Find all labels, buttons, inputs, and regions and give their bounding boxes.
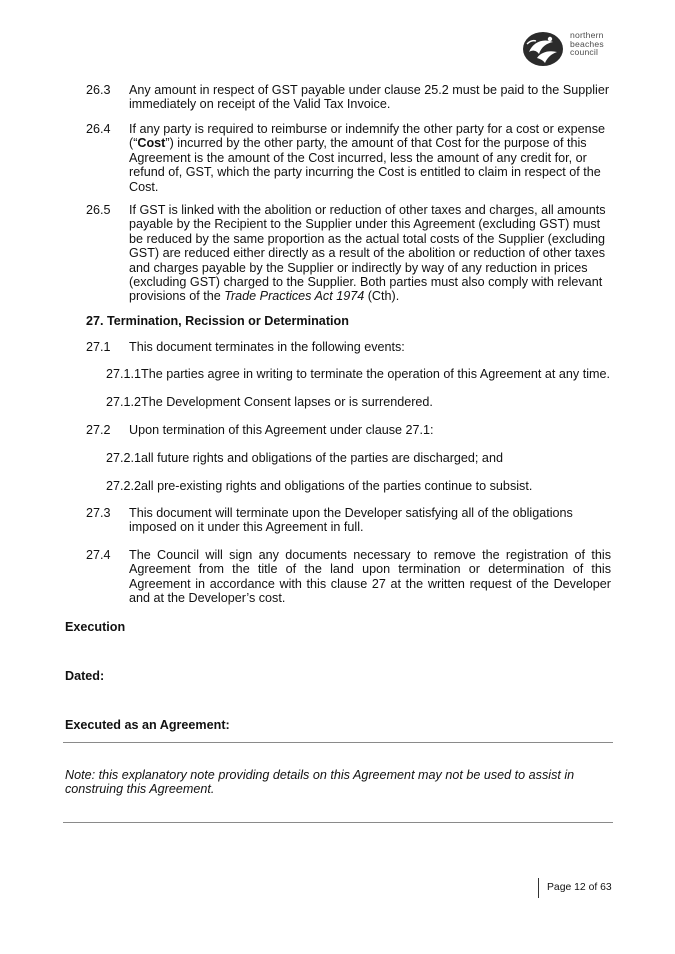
clause-27-2-1 [106,451,503,465]
clause-text: all pre-existing rights and obligations of the parties continue to subsist. [141,479,533,493]
clause-27-1 [86,340,611,354]
clause-text: The Council will sign any documents necessary to remove the registration of this Agreement from the title of the land upon termination or determination of this Agreement in accordance with this clause 27 at the written request of the Developer and at the Developer’s cost. [129,548,611,606]
dated-label: Dated: [65,669,105,683]
clause-27-1-1 [106,367,610,381]
clause-text: Any amount in respect of GST payable under clause 25.2 must be paid to the Supplier immediately on receipt of the Valid Tax Invoice. [129,83,610,112]
clause-26-3 [86,83,611,112]
clause-text: The Development Consent lapses or is surrendered. [141,395,433,409]
clause-number: 27.3 [86,506,111,520]
clause-number: 27.1.2 [106,395,142,409]
clause-27-3 [86,506,611,535]
clause-text: If GST is linked with the abolition or reduction of other taxes and charges, all amounts payable by the Recipient to the Supplier under this Agreement (excluding GST) must be reduced by the same proportion as the actual total costs of the Supplier (excluding GST) are reduced either directly as a result of the abolition or reduction of other taxes and charges payable by the Supplier or indirectly by way of any reduction in prices (excluding GST) charged to the Supplier. Both parties must also comply with relevant provisions of the Trade Practices Act 1974 (Cth). [129,203,606,304]
executed-label: Executed as an Agreement: [65,718,230,732]
clause-number: 27.2.2 [106,479,142,493]
clause-text: If any party is required to reimburse or indemnify the other party for a cost or expense (“Cost”) incurred by the other party, the amount of that Cost for the purpose of this Agreement is the amount of the Cost incurred, less the amount of any credit for, or refund of, GST, which the party incurring the Cost is entitled to claim in respect of the Cost. [129,122,605,194]
clause-number: 27.4 [86,548,111,562]
clause-27-1-2 [106,395,433,409]
logo-line: beaches [570,38,604,49]
clause-26-5 [86,203,611,304]
clause-number: 27.2 [86,423,111,437]
clause-26-4 [86,122,611,194]
execution-heading: Execution [65,620,126,634]
page-number: Page 12 of 63 [538,878,612,898]
divider [63,822,613,823]
act-title: Trade Practices Act 1974 [224,289,365,304]
clause-27-4 [86,548,611,606]
council-logo-mark-icon [521,30,565,68]
council-logo [521,30,613,68]
logo-wordmark [570,31,616,57]
clause-text: This document terminates in the following events: [129,340,405,354]
explanatory-note: Note: this explanatory note providing details on this Agreement may not be used to assist in construing this Agreement. [65,768,575,797]
divider [63,742,613,743]
clause-27-2-2 [106,479,532,493]
clause-27-2 [86,423,611,437]
clause-text: Upon termination of this Agreement under clause 27.1: [129,423,434,437]
clause-number: 27.2.1 [106,451,142,465]
clause-text: The parties agree in writing to terminate the operation of this Agreement at any time. [141,367,611,381]
clause-number: 26.5 [86,203,111,217]
logo-line: northern [570,30,604,40]
clause-number: 27.1 [86,340,111,354]
logo-line: council [570,47,599,58]
clause-text: all future rights and obligations of the parties are discharged; and [141,451,503,465]
clause-text: This document will terminate upon the Developer satisfying all of the obligations imposed on it under this Agreement in full. [129,506,573,535]
clause-number: 26.3 [86,83,111,97]
clause-number: 26.4 [86,122,111,136]
section-heading-27: 27. Termination, Recission or Determination [86,314,349,328]
clause-number: 27.1.1 [106,367,142,381]
defined-term: Cost [137,136,166,151]
